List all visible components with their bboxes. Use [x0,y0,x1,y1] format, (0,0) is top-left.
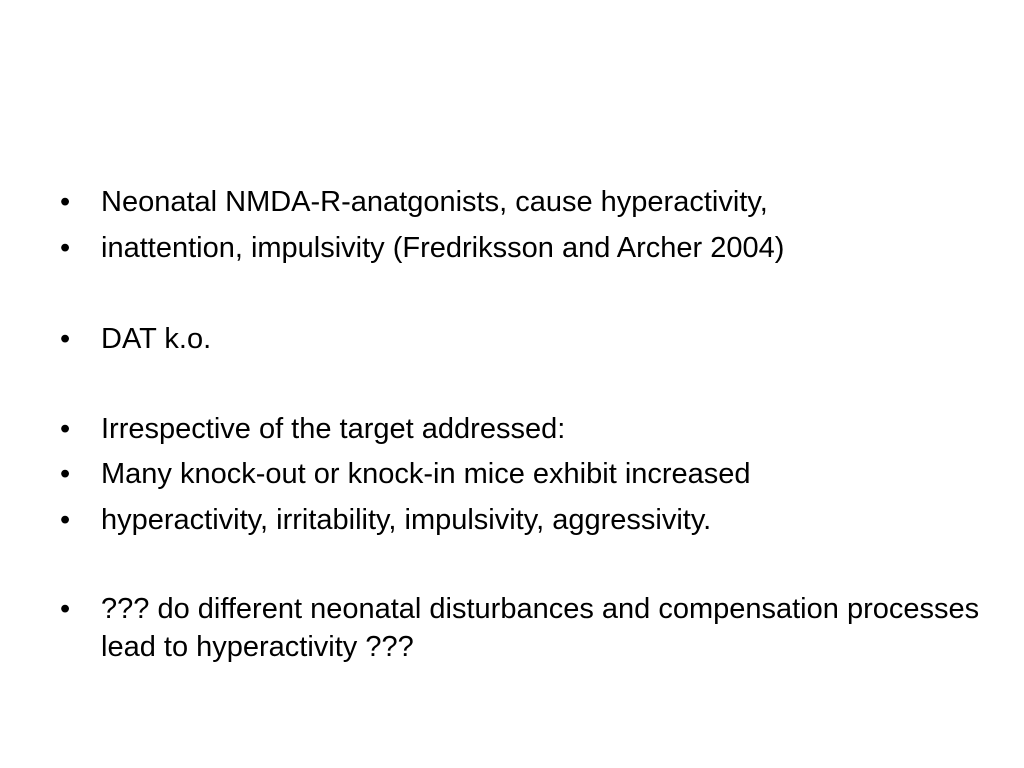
bullet-text: Irrespective of the target addressed: [101,413,566,445]
bullet-item [60,320,990,358]
bullet-marker: • [60,186,71,218]
bullet-marker: • [60,593,71,625]
bullet-text: ??? do different neonatal disturbances and compensation processes lead to hyperactivity ??? [101,593,980,663]
bullet-marker: • [60,413,71,445]
bullet-item [60,590,990,666]
bullet-text: DAT k.o. [101,323,212,355]
bullet-marker: • [60,458,71,490]
bullet-marker: • [60,504,71,536]
bullet-text: Neonatal NMDA-R-anatgonists, cause hyperactivity, [101,186,768,218]
bullet-text: hyperactivity, irritability, impulsivity, aggressivity. [101,504,712,536]
bullet-item [60,183,990,221]
bullet-item [60,229,990,267]
bullet-item [60,455,990,493]
bullet-marker: • [60,232,71,264]
bullet-marker: • [60,323,71,355]
bullet-text: inattention, impulsivity (Fredriksson and Archer 2004) [101,232,785,264]
bullet-item [60,501,990,539]
bullet-text: Many knock-out or knock-in mice exhibit increased [101,458,751,490]
bullet-item [60,410,990,448]
